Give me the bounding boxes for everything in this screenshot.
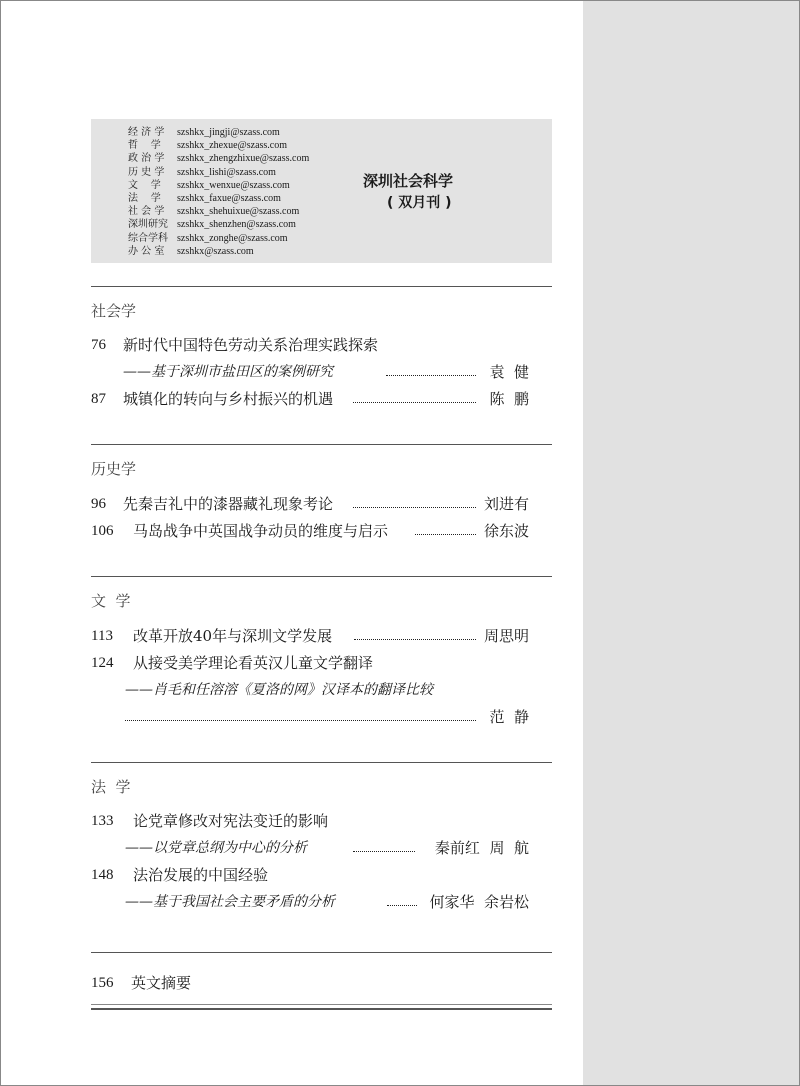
article-title: 改革开放40年与深圳文学发展 (133, 627, 333, 645)
section-title: 社会学 (91, 302, 137, 320)
article-author: 秦前红 周 航 (434, 839, 529, 857)
contact-row (128, 232, 309, 245)
section-title: 法 学 (91, 778, 131, 796)
section-divider (91, 576, 552, 577)
journal-frequency: ( 双月刊 ) (387, 195, 452, 211)
contact-label: 政 治 学 (128, 153, 165, 165)
article-author: 范 静 (489, 708, 529, 726)
dot-leader (387, 899, 417, 906)
toc-entry[interactable] (91, 864, 529, 886)
contact-box (91, 119, 552, 263)
toc-entry[interactable] (91, 972, 529, 994)
article-title: 英文摘要 (131, 974, 192, 992)
dot-leader (415, 528, 476, 535)
toc-entry[interactable] (91, 652, 529, 674)
contact-row (128, 179, 309, 192)
contact-label: 综合学科 (128, 232, 168, 244)
article-title: 论党章修改对宪法变迁的影响 (133, 812, 329, 830)
contact-label: 历 史 学 (128, 166, 165, 178)
article-title: 城镇化的转向与乡村振兴的机遇 (123, 390, 334, 408)
dot-leader (353, 396, 476, 403)
toc-entry[interactable] (91, 520, 529, 542)
article-title: 法治发展的中国经验 (133, 866, 269, 884)
toc-subtitle-line (91, 361, 529, 383)
contact-row (128, 126, 309, 139)
section-divider (91, 444, 552, 445)
bottom-rule (91, 1004, 552, 1005)
dot-leader (386, 369, 476, 376)
contact-email: szshkx_shehuixue@szass.com (177, 206, 300, 218)
article-title: 先秦吉礼中的漆器藏礼现象考论 (123, 495, 334, 513)
section-title: 历史学 (91, 460, 137, 478)
toc-entry[interactable] (91, 388, 529, 410)
page-number: 87 (91, 391, 106, 407)
article-subtitle: ——基于我国社会主要矛盾的分析 (125, 894, 335, 910)
journal-title: 深圳社会科学 (363, 172, 454, 190)
contact-row (128, 218, 309, 231)
section-divider (91, 952, 552, 953)
contact-row (128, 139, 309, 152)
contact-email: szshkx_faxue@szass.com (177, 192, 281, 204)
contact-label: 社 会 学 (128, 206, 165, 218)
dot-leader (354, 633, 476, 640)
contact-label: 办 公 室 (128, 245, 165, 257)
contact-label: 文 学 (128, 179, 161, 191)
contact-email: szshkx_zonghe@szass.com (177, 232, 288, 244)
contact-row (128, 245, 309, 258)
article-subtitle: ——基于深圳市盐田区的案例研究 (123, 364, 333, 380)
article-author: 刘进有 (483, 495, 529, 513)
contact-email: szshkx_zhexue@szass.com (177, 140, 288, 152)
section-title: 文 学 (91, 592, 131, 610)
article-author: 何家华 余岩松 (429, 893, 529, 911)
contact-row (128, 152, 309, 165)
contact-row (128, 192, 309, 205)
dot-leader (353, 501, 476, 508)
toc-entry[interactable] (91, 625, 529, 647)
page-number: 76 (91, 337, 106, 353)
page-number: 124 (91, 655, 114, 671)
article-author: 陈 鹏 (489, 390, 529, 408)
contact-label: 哲 学 (128, 140, 161, 152)
page-number: 148 (91, 867, 114, 883)
page-number: 113 (91, 628, 113, 644)
bottom-rule (91, 1008, 552, 1010)
toc-entry[interactable] (91, 810, 529, 832)
contact-label: 经 济 学 (128, 127, 165, 138)
page-number: 133 (91, 813, 114, 829)
section-divider (91, 762, 552, 763)
page-number: 106 (91, 523, 114, 539)
page-number: 156 (91, 975, 114, 991)
contact-email: szshkx_wenxue@szass.com (177, 179, 290, 191)
article-title: 从接受美学理论看英汉儿童文学翻译 (133, 654, 374, 672)
dot-leader (353, 845, 415, 852)
contact-email: szshkx_lishi@szass.com (177, 166, 276, 178)
gray-side-panel (583, 0, 800, 1086)
toc-entry[interactable] (91, 334, 529, 356)
page-number: 96 (91, 496, 106, 512)
toc-subtitle-line (91, 679, 529, 701)
article-author: 徐东波 (483, 522, 529, 540)
article-subtitle: ——以党章总纲为中心的分析 (125, 840, 307, 856)
dot-leader (125, 714, 476, 721)
contact-email: szshkx_shenzhen@szass.com (177, 219, 296, 231)
contact-email: szshkx_zhengzhixue@szass.com (177, 153, 310, 165)
contact-email: szshkx@szass.com (177, 245, 254, 257)
article-subtitle: ——肖毛和任溶溶《夏洛的网》汉译本的翻译比较 (125, 682, 433, 698)
toc-entry[interactable] (91, 493, 529, 515)
article-author: 周思明 (483, 627, 529, 645)
contact-list (128, 126, 309, 258)
toc-author-line (91, 706, 529, 728)
contact-label: 深圳研究 (128, 219, 168, 231)
section-divider (91, 286, 552, 287)
contact-row (128, 205, 309, 218)
contact-email: szshkx_jingji@szass.com (177, 127, 280, 138)
contact-label: 法 学 (128, 192, 161, 204)
contact-row (128, 166, 309, 179)
article-author: 袁 健 (489, 363, 529, 381)
toc-subtitle-line (91, 891, 529, 913)
toc-subtitle-line (91, 837, 529, 859)
article-title: 新时代中国特色劳动关系治理实践探索 (123, 336, 379, 354)
article-title: 马岛战争中英国战争动员的维度与启示 (133, 522, 389, 540)
